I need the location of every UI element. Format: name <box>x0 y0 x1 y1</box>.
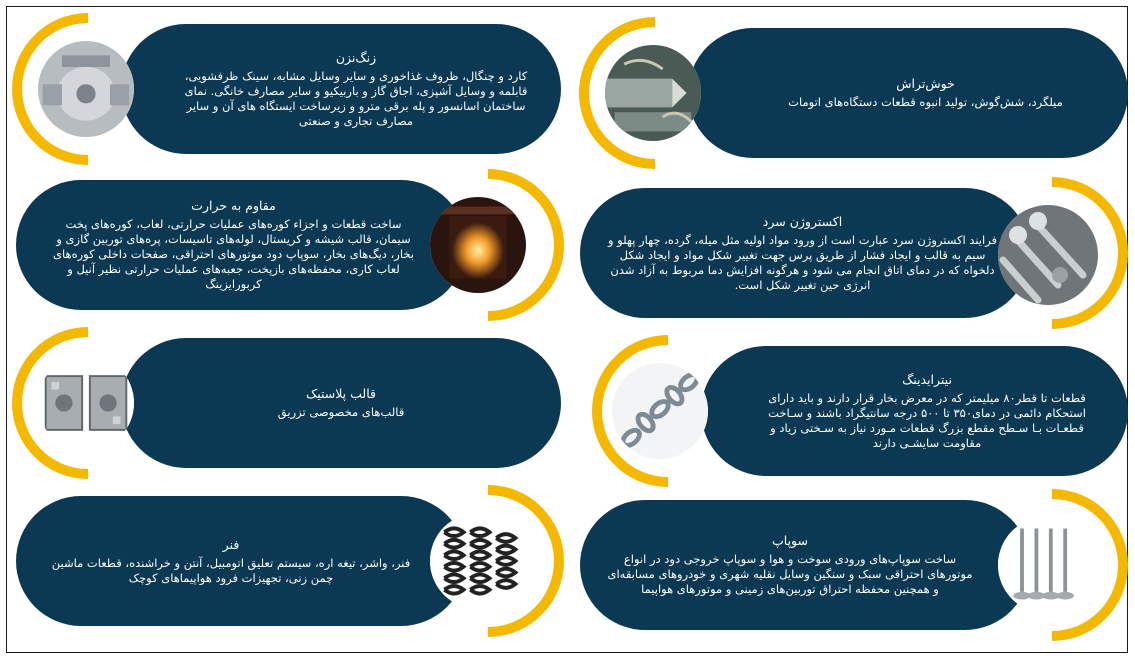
card-stainless <box>16 24 561 154</box>
bolts-icon <box>998 205 1098 305</box>
card-title: نیترایدینگ <box>902 371 952 387</box>
lathe-machining-icon <box>605 45 701 141</box>
card-pill <box>16 180 466 310</box>
card-pill <box>16 496 466 626</box>
card-text: کارد و چنگال، ظروف غذاخوری و سایر وسایل مشابه، سینک ظرفشویی، قابلمه و وسایل آشپزی، اجاق گاز و باربیکیو و سایر مصارف خانگی. نمای ساختمان اسانسور و پله برقی مترو و زیرساخت ایستگاه های آن و سایر مصارف تجاری و صنعتی <box>184 68 528 128</box>
steel-valve-icon <box>38 41 134 137</box>
card-pill <box>701 346 1128 476</box>
card-text: قالب‌های مخصوصی تزریق <box>277 405 405 419</box>
card-title: سوپاپ <box>772 533 808 548</box>
card-text: میلگرد، شش‌گوش، تولید انبوه قطعات دستگاه‌های اتومات <box>788 95 1063 109</box>
card-text: فرایند اکستروژن سرد عبارت است از ورود مواد اولیه مثل میله، گرده، چهار پهلو و سیم به قالب و ایجاد فشار از طریق پرس جهت تغییر شکل مواد و ایجاد شکل دلخواه که در دمای اتاق انجام می شود و هرگونه افزایش دما مربوط به آزاد شدن انرژی حین تغییر شکل است. <box>607 232 998 292</box>
card-cold-extrusion <box>580 188 1128 318</box>
card-title: اکستروژن سرد <box>762 213 843 229</box>
card-text: فنر، واشر، تیغه اره، سیستم تعلیق اتومبیل، آنتن و خراشنده، قطعات ماشین چمن زنی، تجهیزات فرود هواپیماهای کوچک <box>51 555 411 585</box>
card-pill <box>121 338 561 468</box>
card-pill <box>580 188 1030 318</box>
card-nitriding <box>596 346 1128 476</box>
card-plastic-mold <box>16 338 561 468</box>
card-free-cutting <box>583 28 1128 158</box>
card-heat-resistant <box>16 180 564 310</box>
card-valve <box>580 500 1128 630</box>
card-title: قالب پلاستیک <box>306 386 376 401</box>
card-spring <box>16 496 564 626</box>
card-pill <box>580 500 1030 630</box>
card-text: ساخت سوپاپ‌های ورودی سوخت و هوا و سوپاپ خروجی دود در انواع موتورهای احتراقی سبک و سنگین وسایل نقلیه شهری و خودروهای مسابقه‌ای و همچنین محفظه احتراق توربین‌های زمینی و موتورهای هواپیما <box>607 552 973 596</box>
card-title: زنگ‌نزن <box>335 49 377 65</box>
plastic-mold-icon <box>38 355 134 451</box>
card-pill <box>121 24 561 154</box>
furnace-icon <box>430 197 526 293</box>
card-text: ساخت قطعات و اجزاء کوره‌های عملیات حرارتی، لعاب، کوره‌های پخت سیمان، قالب شیشه و کریستال، لوله‌های تاسیسات، پره‌های توربین گازی و بخار، دیگ‌های بخار، سوپاپ دود موتورهای احتراقی، صفحات داخلی کوره‌های لعاب کاری، محفظه‌های بازپخت، جعبه‌های عملیات حرارتی نظیر آنیل و کربورایزینگ <box>53 217 414 291</box>
card-title: مقاوم به حرارت <box>191 198 276 213</box>
card-text: قطعات تا قطر۸۰ میلیمتر که در معرض بخار قرار دارند و باید دارای استحکام دائمی در دمای۳۵۰ تا ۵۰۰ درجه سانتیگراد باشند و سـاخت قطعـات بـا سـطح مقطع بزرگ قطعات مـورد نیاز به سـختی زیاد و مقاومت سایشـی دارند <box>768 390 1086 450</box>
card-pill <box>688 28 1128 158</box>
coil-spring-icon <box>430 513 526 609</box>
engine-valve-icon <box>998 517 1094 613</box>
card-title: خوش‌تراش <box>896 76 955 91</box>
chain-icon <box>612 363 708 459</box>
card-title: فنر <box>222 536 240 552</box>
